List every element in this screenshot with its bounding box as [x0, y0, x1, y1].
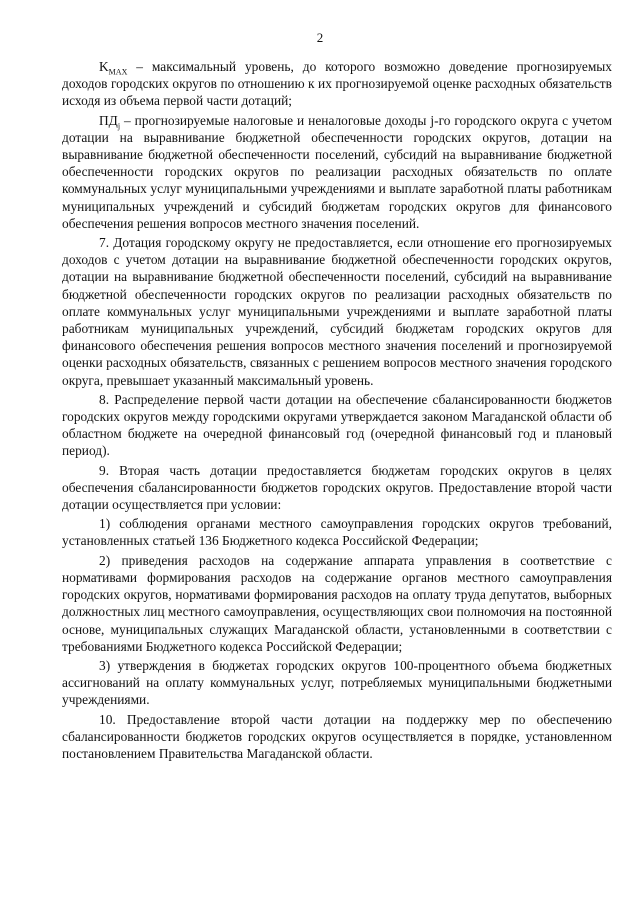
- paragraph-10: 10. Предоставление второй части дотации на поддержку мер по обеспечению сбалансированности бюджетов городских округов осуществляется в порядке, установленном постановлением Правительства Магаданской области.: [62, 711, 612, 761]
- paragraph-7: 7. Дотация городскому округу не предоставляется, если отношение его прогнозируемых доходов с учетом дотации на выравнивание бюджетной обеспеченности городских округов, дотации на выравнивание бюджетной обеспеченности поселений, субсидий на выравнивание бюджетной обеспеченности городских округов по реализации расходных обязательств по оплате коммунальных услуг муниципальными учреждениями и выплате заработной платы работникам муниципальных учреждений, субсидий бюджетам городских округов для финансового обеспечения решения вопросов местного значения поселений и прогнозируемой оценки расходных обязательств, связанных с решением вопросов местного значения городского округа, превышает указанный максимальный уровень.: [62, 235, 612, 388]
- symbol-pd-subscript: j: [117, 121, 121, 131]
- symbol-k-subscript: MAX: [108, 67, 128, 77]
- document-body: [62, 58, 612, 762]
- symbol-k: K: [99, 59, 109, 74]
- paragraph-9: 9. Вторая часть дотации предоставляется бюджетам городских округов в целях обеспечения сбалансированности бюджетов городских округов. Предоставление второй части дотации осуществляется при условии:: [62, 462, 612, 513]
- definition-pd: [62, 112, 612, 232]
- page-number: 2: [316, 30, 324, 45]
- definition-kmax: [62, 58, 612, 110]
- paragraph-8: 8. Распределение первой части дотации на обеспечение сбалансированности бюджетов городских округов между городскими округами утверждается законом Магаданской области об областном бюджете на очередной финансовый год (очередной финансовый год и плановый период).: [62, 391, 612, 459]
- paragraph-9-item-2: 2) приведения расходов на содержание аппарата управления в соответствие с нормативами формирования расходов на содержание органов местного самоуправления городских округов, нормативами формирования расходов на оплату труда депутатов, выборных должностных лиц местного самоуправления, осуществляющих свои полномочия на постоянной основе, муниципальных служащих Магаданской области, установленными в соответствии с требованиями Бюджетного кодекса Российской Федерации;: [62, 552, 612, 654]
- definition-kmax-text: – максимальный уровень, до которого возможно доведение прогнозируемых доходов городских округов по отношению к их прогнозируемой оценке расходных обязательств исходя из объема первой части дотаций;: [62, 59, 612, 109]
- paragraph-9-item-1: 1) соблюдения органами местного самоуправления городских округов требований, установленных статьей 136 Бюджетного кодекса Российской Федерации;: [62, 516, 612, 549]
- symbol-pd: ПД: [99, 112, 118, 128]
- definition-pd-text: – прогнозируемые налоговые и неналоговые доходы j-го городского округа с учетом дотации на выравнивание бюджетной обеспеченности городских округов, дотации на выравнивание бюджетной обеспеченности поселений, субсидий на выравнивание бюджетной обеспеченности городских округов по реализации расходных обязательств по оплате коммунальных услуг муниципальными учреждениями и выплате заработной платы работникам муниципальных учреждений и субсидий бюджетам городских округов для финансового обеспечения решения вопросов местного значения поселений.: [62, 112, 612, 231]
- paragraph-9-item-3: 3) утверждения в бюджетах городских округов 100-процентного объема бюджетных ассигнований на оплату коммунальных услуг, потребляемых муниципальными бюджетными учреждениями.: [62, 657, 612, 708]
